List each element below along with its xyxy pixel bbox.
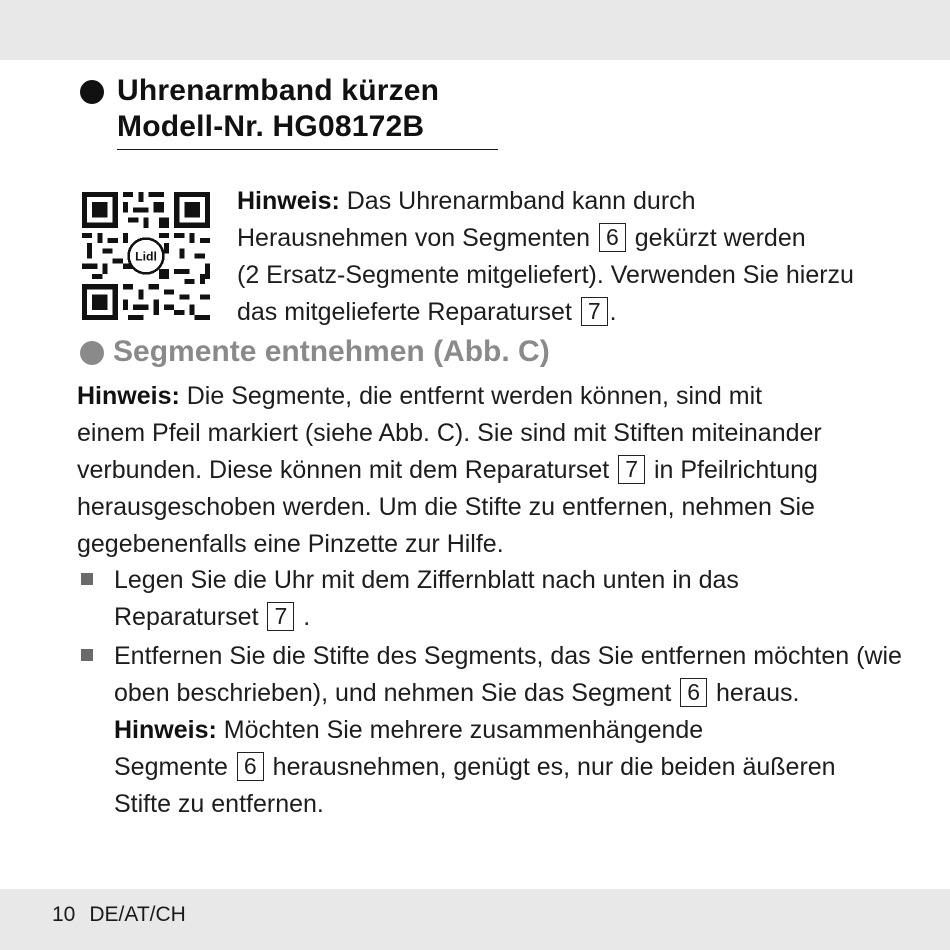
note-intro-line: Hinweis: Das Uhrenarmband kann durch bbox=[237, 187, 696, 215]
part-number-box: 6 bbox=[237, 752, 264, 781]
title-underline bbox=[117, 149, 498, 150]
qr-code bbox=[82, 192, 210, 320]
part-number-box: 6 bbox=[680, 678, 707, 707]
note-intro-line: das mitgelieferte Reparaturset 7 . bbox=[237, 298, 617, 326]
note-intro bbox=[237, 183, 854, 331]
step-bullet-1 bbox=[81, 573, 93, 585]
section-note-line: verbunden. Diese können mit dem Reparaturset 7 in Pfeilrichtung bbox=[77, 456, 818, 484]
step-bullet-2 bbox=[81, 649, 93, 661]
note-label: Hinweis: bbox=[77, 382, 180, 410]
title-line-1: Uhrenarmband kürzen bbox=[117, 74, 440, 107]
title-line-2: Modell-Nr. HG08172B bbox=[117, 110, 425, 143]
section-note-line: Hinweis: Die Segmente, die entfernt werden können, sind mit bbox=[77, 382, 763, 410]
section-note-line: gegebenenfalls eine Pinzette zur Hilfe. bbox=[77, 530, 504, 558]
section-bullet bbox=[80, 341, 104, 365]
heading-bullet bbox=[80, 80, 104, 104]
qr-logo-text: Lidl bbox=[135, 249, 157, 264]
page-number: 10 bbox=[52, 903, 76, 926]
note-label: Hinweis: bbox=[114, 716, 217, 744]
section-note bbox=[77, 378, 822, 563]
note-intro-line: Herausnehmen von Segmenten 6 gekürzt werden bbox=[237, 224, 806, 252]
page-title bbox=[117, 73, 439, 145]
step-1: Legen Sie die Uhr mit dem Ziffernblatt nach unten in das Reparaturset 7 . bbox=[114, 566, 739, 631]
section-note-line: einem Pfeil markiert (siehe Abb. C). Sie sind mit Stiften miteinander bbox=[77, 419, 822, 447]
section-note-line: herausgeschoben werden. Um die Stifte zu entfernen, nehmen Sie bbox=[77, 493, 815, 521]
section-heading: Segmente entnehmen (Abb. C) bbox=[113, 335, 550, 368]
note-intro-line: (2 Ersatz-Segmente mitgeliefert). Verwenden Sie hierzu bbox=[237, 261, 854, 289]
part-number-box: 6 bbox=[599, 223, 626, 252]
note-label: Hinweis: bbox=[237, 187, 340, 215]
top-band bbox=[0, 0, 950, 60]
part-number-box: 7 bbox=[267, 602, 294, 631]
step-2: Entfernen Sie die Stifte des Segments, das Sie entfernen möchten (wie oben beschrieben), und nehmen Sie das Segment 6 heraus. Hinweis: Möchten Sie mehrere zusammenhängende Segmente 6 herausnehmen, genügt es, nur die beiden äußeren Stifte zu entfernen. bbox=[114, 642, 902, 818]
part-number-box: 7 bbox=[581, 297, 608, 326]
page-footer bbox=[52, 902, 200, 928]
part-number-box: 7 bbox=[618, 455, 645, 484]
region-code: DE/AT/CH bbox=[89, 903, 186, 926]
